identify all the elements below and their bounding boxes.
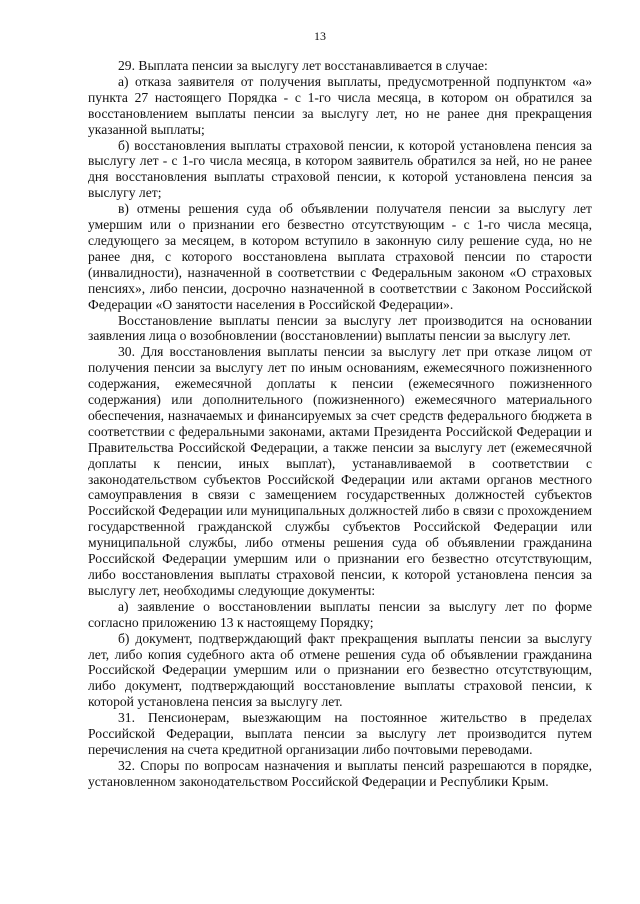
paragraph-29-b: б) восстановления выплаты страховой пенсии, к которой установлена пенсия за выслугу лет - с 1-го числа месяца, в котором заявитель обратился за ней, но не ранее дня восстановления выплаты страховой пенсии, к которой установлена пенсия за выслугу лет; xyxy=(88,137,592,201)
paragraph-31: 31. Пенсионерам, выезжающим на постоянное жительство в пределах Российской Федерации, выплата пенсии за выслугу лет производится путем перечисления на счета кредитной организации либо почтовыми переводами. xyxy=(88,710,592,757)
paragraph-30-b: б) документ, подтверждающий факт прекращения выплаты пенсии за выслугу лет, либо копия судебного акта об отмене решения суда об объявлении гражданина Российской Федерации умершим или о признании его безвестно отсутствующим, либо документ, подтверждающий восстановление выплаты страховой пенсии, к которой установлена пенсия за выслугу лет. xyxy=(88,630,592,710)
document-body xyxy=(88,58,592,790)
paragraph-30-intro: 30. Для восстановления выплаты пенсии за выслугу лет при отказе лицом от получения пенсии за выслугу лет по иным основаниям, ежемесячного пожизненного содержания, ежемесячной доплаты к пенсии (ежемесячного пожизненного содержания) или дополнительного (пожизненного) ежемесячного материального обеспечения, назначаемых и финансируемых за счет средств федерального бюджета в соответствии с федеральными законами, актами Президента Российской Федерации и Правительства Российской Федерации, а также пенсии за выслугу лет (ежемесячной доплаты к пенсии, иных выплат), устанавливаемой в соответствии с законодательством субъектов Российской Федерации или актами органов местного самоуправления в связи с замещением государственных должностей субъектов Российской Федерации или муниципальных должностей либо в связи с прохождением государственной гражданской службы субъектов Российской Федерации или муниципальной службы, либо отмены решения суда об объявлении гражданина Российской Федерации умершим или о признании его безвестно отсутствующим, либо восстановления выплаты страховой пенсии, к которой установлена пенсия за выслугу лет, необходимы следующие документы: xyxy=(88,344,592,598)
paragraph-30-a: а) заявление о восстановлении выплаты пенсии за выслугу лет по форме согласно приложению 13 к настоящему Порядку; xyxy=(88,598,592,630)
paragraph-29-intro: 29. Выплата пенсии за выслугу лет восстанавливается в случае: xyxy=(118,58,488,73)
paragraph-29-a: а) отказа заявителя от получения выплаты, предусмотренной подпунктом «а» пункта 27 настоящего Порядка - с 1-го числа месяца, в котором он обратился за восстановлением выплаты пенсии за выслугу лет, но не ранее дня прекращения указанной выплаты; xyxy=(88,73,592,137)
paragraph-32: 32. Споры по вопросам назначения и выплаты пенсий разрешаются в порядке, установленном законодательством Российской Федерации и Республики Крым. xyxy=(88,757,592,789)
paragraph-29-v: в) отмены решения суда об объявлении получателя пенсии за выслугу лет умершим или о признании его безвестно отсутствующим - с 1-го числа месяца, следующего за месяцем, в котором вступило в законную силу решение суда, но не ранее дня, с которого восстановлена выплата страховой пенсии по старости (инвалидности), назначенной в соответствии с Федеральным законом «О страховых пенсиях», либо пенсии, досрочно назначенной в соответствии с Законом Российской Федерации «О занятости населения в Российской Федерации». xyxy=(88,201,592,312)
page-number: 13 xyxy=(314,29,326,43)
paragraph-29-note: Восстановление выплаты пенсии за выслугу лет производится на основании заявления лица о возобновлении (восстановлении) выплаты пенсии за выслугу лет. xyxy=(88,312,592,344)
